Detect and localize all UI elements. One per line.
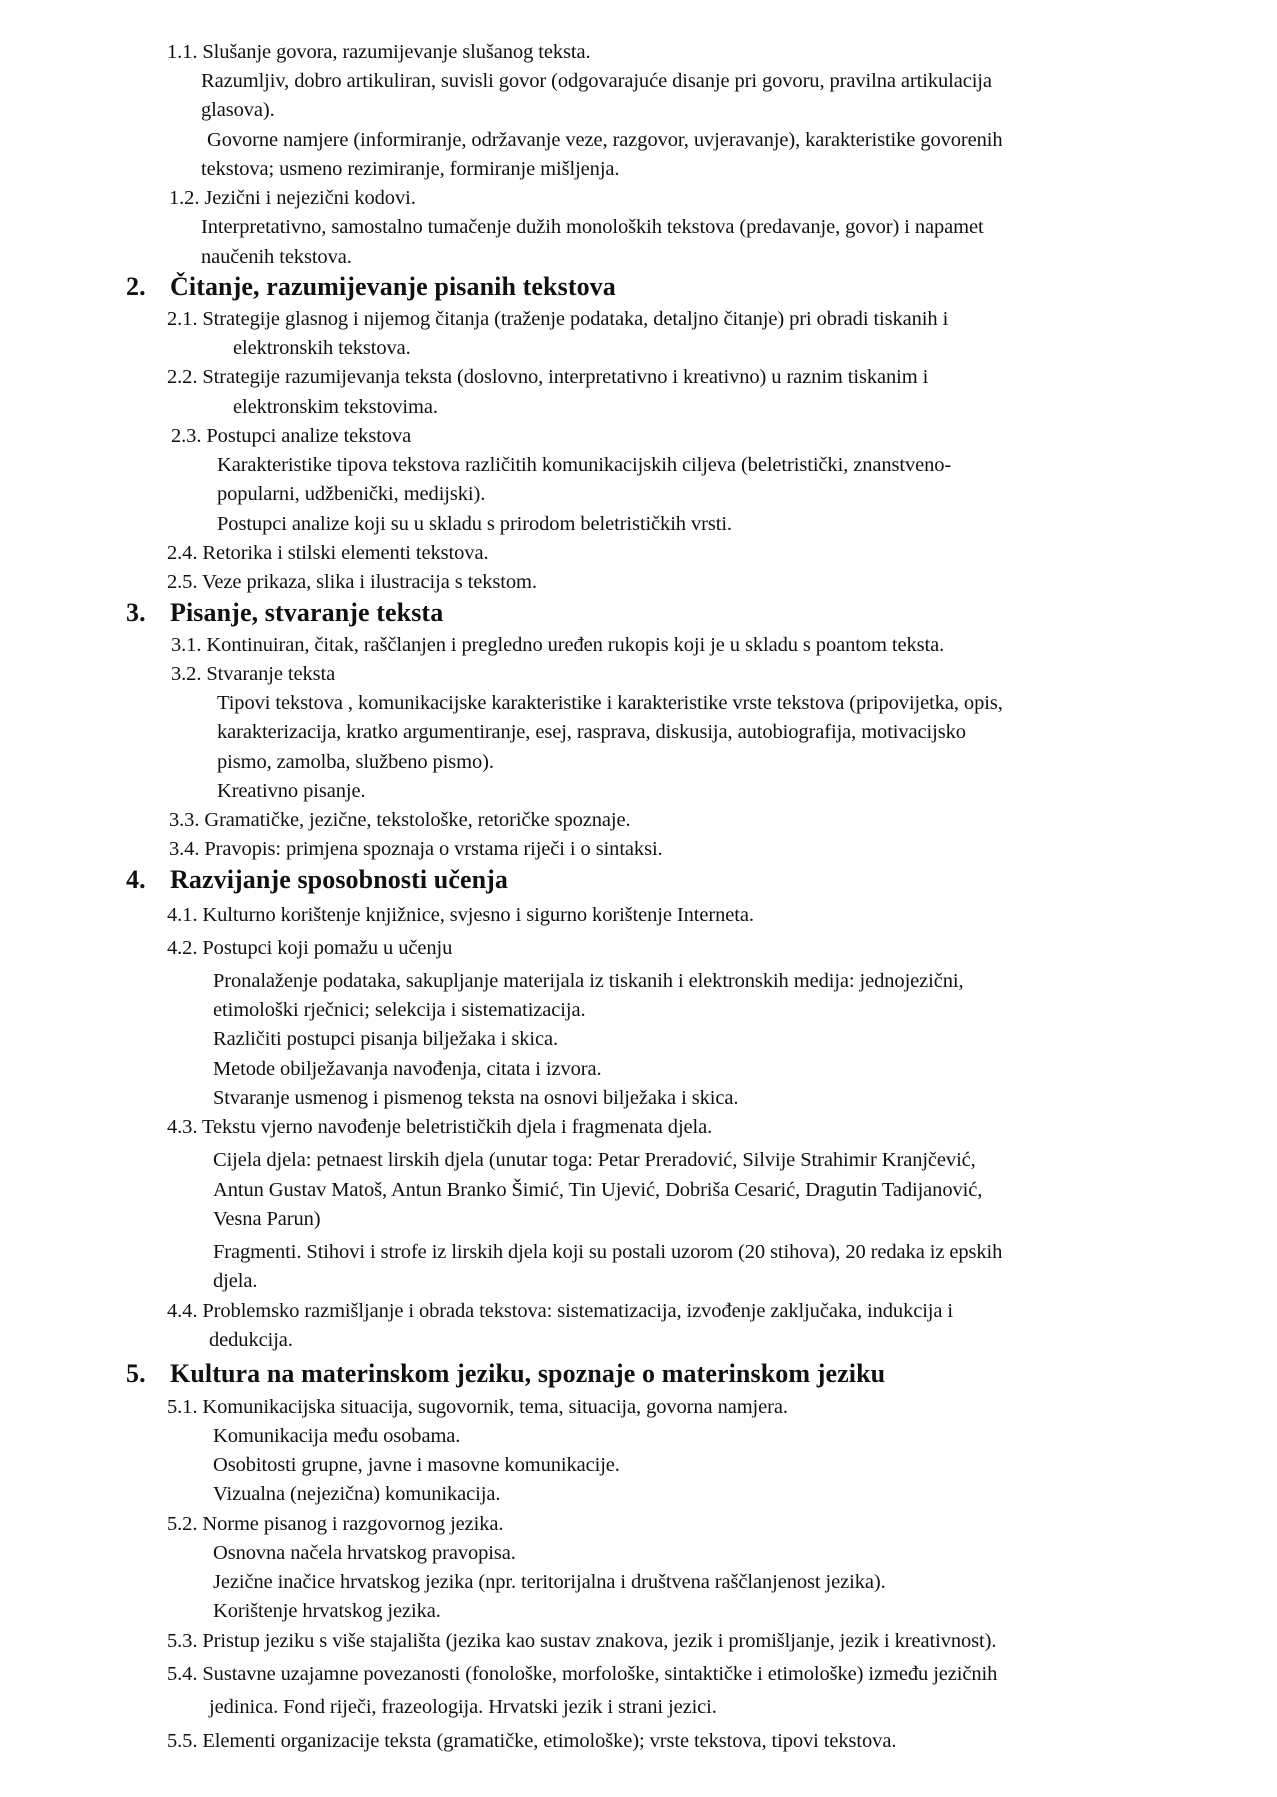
text-line: 2.2. Strategije razumijevanja teksta (doslovno, interpretativno i kreativno) u raznim tiskanim i	[167, 366, 929, 388]
text-line: popularni, udžbenički, medijski).	[217, 483, 486, 505]
text-line: Stvaranje usmenog i pismenog teksta na osnovi bilježaka i skica.	[213, 1087, 739, 1109]
text-line: 4.3. Tekstu vjerno navođenje beletrističkih djela i fragmenata djela.	[167, 1116, 713, 1138]
text-line: naučenih tekstova.	[201, 246, 352, 268]
text-line: dedukcija.	[209, 1329, 293, 1351]
text-line: Jezične inačice hrvatskog jezika (npr. teritorijalna i društvena raščlanjenost jezika).	[213, 1571, 886, 1593]
text-line: 5.5. Elementi organizacije teksta (gramatičke, etimološke); vrste tekstova, tipovi tekstova.	[167, 1730, 897, 1752]
text-line: djela.	[213, 1270, 258, 1292]
text-line: 5.4. Sustavne uzajamne povezanosti (fonološke, morfološke, sintaktičke i etimološke) između jezičnih	[167, 1663, 998, 1685]
text-line: Osnovna načela hrvatskog pravopisa.	[213, 1542, 516, 1564]
text-line: 4.1. Kulturno korištenje knjižnice, svjesno i sigurno korištenje Interneta.	[167, 904, 754, 926]
text-line: 1.2. Jezični i nejezični kodovi.	[169, 187, 416, 209]
text-line: Korištenje hrvatskog jezika.	[213, 1600, 441, 1622]
text-line: 5.2. Norme pisanog i razgovornog jezika.	[167, 1513, 504, 1535]
text-line: 5.1. Komunikacijska situacija, sugovornik, tema, situacija, govorna namjera.	[167, 1396, 788, 1418]
text-line: Vizualna (nejezična) komunikacija.	[213, 1483, 501, 1505]
text-line: Interpretativno, samostalno tumačenje dužih monoloških tekstova (predavanje, govor) i napamet	[201, 216, 984, 238]
text-line: glasova).	[201, 99, 275, 121]
section-heading-5	[126, 1358, 885, 1390]
text-line: Fragmenti. Stihovi i strofe iz lirskih djela koji su postali uzorom (20 stihova), 20 redaka iz epskih	[213, 1241, 1003, 1263]
text-line: 4.2. Postupci koji pomažu u učenju	[167, 937, 453, 959]
text-line: Govorne namjere (informiranje, održavanje veze, razgovor, uvjeravanje), karakteristike govorenih	[207, 129, 1003, 151]
section-number: 4.	[126, 865, 146, 894]
text-line: 3.1. Kontinuiran, čitak, raščlanjen i pregledno uređen rukopis koji je u skladu s poantom teksta.	[171, 634, 945, 656]
text-line: elektronskim tekstovima.	[233, 396, 438, 418]
text-line: 2.5. Veze prikaza, slika i ilustracija s tekstom.	[167, 571, 537, 593]
text-line: Antun Gustav Matoš, Antun Branko Šimić, Tin Ujević, Dobriša Cesarić, Dragutin Tadijanović,	[213, 1179, 983, 1201]
section-number: 5.	[126, 1359, 146, 1388]
text-line: 4.4. Problemsko razmišljanje i obrada tekstova: sistematizacija, izvođenje zaključaka, indukcija i	[167, 1300, 954, 1322]
text-line: 2.4. Retorika i stilski elementi tekstova.	[167, 542, 489, 564]
section-heading-2	[126, 271, 616, 303]
section-title: Razvijanje sposobnosti učenja	[170, 865, 509, 894]
text-line: jedinica. Fond riječi, frazeologija. Hrvatski jezik i strani jezici.	[209, 1696, 717, 1718]
text-line: Cijela djela: petnaest lirskih djela (unutar toga: Petar Preradović, Silvije Strahimir Kranjčević,	[213, 1149, 976, 1171]
text-line: Komunikacija među osobama.	[213, 1425, 461, 1447]
text-line: Pronalaženje podataka, sakupljanje materijala iz tiskanih i elektronskih medija: jednojezični,	[213, 970, 964, 992]
text-line: 3.3. Gramatičke, jezične, tekstološke, retoričke spoznaje.	[169, 809, 631, 831]
text-line: 3.4. Pravopis: primjena spoznaja o vrstama riječi i o sintaksi.	[169, 838, 663, 860]
section-title: Čitanje, razumijevanje pisanih tekstova	[170, 272, 616, 301]
text-line: tekstova; usmeno rezimiranje, formiranje mišljenja.	[201, 158, 620, 180]
text-line: karakterizacija, kratko argumentiranje, esej, rasprava, diskusija, autobiografija, motivacijsko	[217, 721, 966, 743]
text-line: Kreativno pisanje.	[217, 780, 366, 802]
section-heading-4	[126, 864, 508, 896]
text-line: Postupci analize koji su u skladu s prirodom beletrističkih vrsti.	[217, 513, 732, 535]
section-title: Kultura na materinskom jeziku, spoznaje o materinskom jeziku	[170, 1359, 886, 1388]
text-line: Metode obilježavanja navođenja, citata i izvora.	[213, 1058, 602, 1080]
text-line: 2.1. Strategije glasnog i nijemog čitanja (traženje podataka, detaljno čitanje) pri obradi tiskanih i	[167, 308, 949, 330]
text-line: 3.2. Stvaranje teksta	[171, 663, 336, 685]
text-line: Razumljiv, dobro artikuliran, suvisli govor (odgovarajuće disanje pri govoru, pravilna artikulacija	[201, 70, 992, 92]
section-number: 2.	[126, 272, 146, 301]
text-line: Karakteristike tipova tekstova različitih komunikacijskih ciljeva (beletristički, znanstveno-	[217, 454, 952, 476]
text-line: 1.1. Slušanje govora, razumijevanje slušanog teksta.	[167, 41, 591, 63]
text-line: 5.3. Pristup jeziku s više stajališta (jezika kao sustav znakova, jezik i promišljanje, jezik i kreativnost).	[167, 1630, 997, 1652]
text-line: 2.3. Postupci analize tekstova	[171, 425, 412, 447]
text-line: Tipovi tekstova , komunikacijske karakteristike i karakteristike vrste tekstova (pripovijetka, opis,	[217, 692, 1003, 714]
text-line: Vesna Parun)	[213, 1208, 321, 1230]
text-line: Osobitosti grupne, javne i masovne komunikacije.	[213, 1454, 620, 1476]
text-line: pismo, zamolba, službeno pismo).	[217, 751, 494, 773]
section-heading-3	[126, 597, 443, 629]
section-title: Pisanje, stvaranje teksta	[170, 598, 444, 627]
text-line: etimološki rječnici; selekcija i sistematizacija.	[213, 999, 586, 1021]
section-number: 3.	[126, 598, 146, 627]
text-line: Različiti postupci pisanja bilježaka i skica.	[213, 1028, 559, 1050]
text-line: elektronskih tekstova.	[233, 337, 411, 359]
